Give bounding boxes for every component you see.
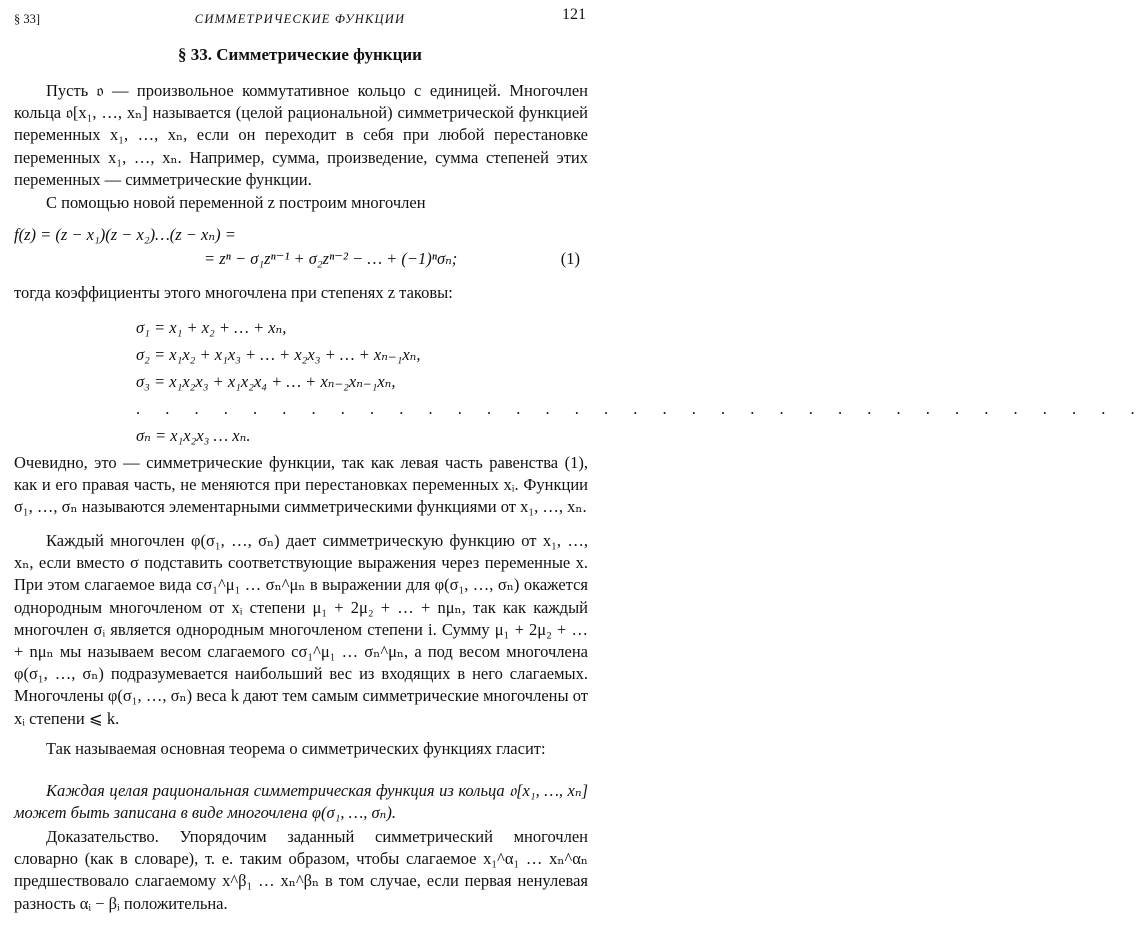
paragraph-weight: Каждый многочлен φ(σ₁, …, σₙ) дает симметрическую функцию от x₁, …, xₙ, если вместо σ подставить соответствующие выражения через переменные x. При этом слагаемое вида cσ₁^μ₁ … σₙ^μₙ в выражении для φ(σ₁, …, σₙ) окажется однородным многочленом от xᵢ степени μ₁ + 2μ₂ + … + nμₙ, так как каждый многочлен σᵢ является однородным многочленом степени i. Сумму μ₁ + 2μ₂ + … + nμₙ мы называем весом слагаемого cσ₁^μ₁ … σₙ^μₙ, а под весом многочлена φ(σ₁, …, σₙ) подразумевается наибольший вес из входящих в него слагаемых. Многочлены φ(σ₁, …, σₙ) веса k дают тем самым симметрические многочлены от xᵢ степени ⩽ k. <box>14 531 588 728</box>
equation-1-line-2: = zⁿ − σ₁zⁿ⁻¹ + σ₂zⁿ⁻² − … + (−1)ⁿσₙ; <box>204 249 458 268</box>
paragraph-definition: Пусть 𝔬 — произвольное коммутативное кольцо с единицей. Многочлен кольца 𝔬[x₁, …, xₙ] называется (целой рациональной) симметрической функцией переменных x₁, …, xₙ, если он переходит в себя при любой перестановке переменных x₁, …, xₙ. Например, сумма, произведение, сумма степеней этих переменных — симметрические функции. <box>14 81 588 189</box>
sigma-3-formula: σ₃ = x₁x₂x₃ + x₁x₂x₄ + … + xₙ₋₂xₙ₋₁xₙ, <box>136 372 396 391</box>
section-marker: § 33] <box>14 12 41 26</box>
paragraph-proof: Доказательство. Упорядочим заданный симметрический многочлен словарно (как в словаре), т. е. таким образом, чтобы слагаемое x₁^α₁ … xₙ^αₙ предшествовало слагаемому x^β₁ … xₙ^βₙ в том случае, если первая ненулевая разность αᵢ − βᵢ положительна. <box>14 827 588 913</box>
running-title: СИММЕТРИЧЕСКИЕ ФУНКЦИИ <box>194 12 406 26</box>
ellipsis-row: . . . . . . . . . . . . . . . . . . . . . . . . . . . . . . . . . . . <box>136 399 1145 418</box>
equation-1-line-1: f(z) = (z − x₁)(z − x₂)…(z − xₙ) = <box>14 225 236 244</box>
section-title: § 33. Симметрические функции <box>178 45 422 64</box>
paragraph-main-theorem-intro: Так называемая основная теорема о симметрических функциях гласит: <box>46 739 546 758</box>
sigma-2-formula: σ₂ = x₁x₂ + x₁x₃ + … + x₂x₃ + … + xₙ₋₁xₙ, <box>136 345 421 364</box>
running-head <box>14 6 586 28</box>
sigma-n-formula: σₙ = x₁x₂x₃ … xₙ. <box>136 426 251 445</box>
equation-1 <box>14 224 588 272</box>
paragraph-obviously: Очевидно, это — симметрические функции, так как левая часть равенства (1), как и его правая часть, не меняются при перестановках переменных xᵢ. Функции σ₁, …, σₙ называются элементарными симметрическими функциями от x₁, …, xₙ. <box>14 453 588 517</box>
paragraph-construct-polynomial: С помощью новой переменной z построим многочлен <box>46 193 426 212</box>
equation-number: (1) <box>560 249 580 268</box>
elementary-symmetric-list <box>136 314 1145 449</box>
sigma-1-formula: σ₁ = x₁ + x₂ + … + xₙ, <box>136 318 287 337</box>
theorem-statement: Каждая целая рациональная симметрическая функция из кольца 𝔬[x₁, …, xₙ] может быть записана в виде многочлена φ(σ₁, …, σₙ). <box>14 781 588 823</box>
page-number: 121 <box>562 6 586 23</box>
paragraph-coefficients: тогда коэффициенты этого многочлена при степенях z таковы: <box>14 283 453 302</box>
